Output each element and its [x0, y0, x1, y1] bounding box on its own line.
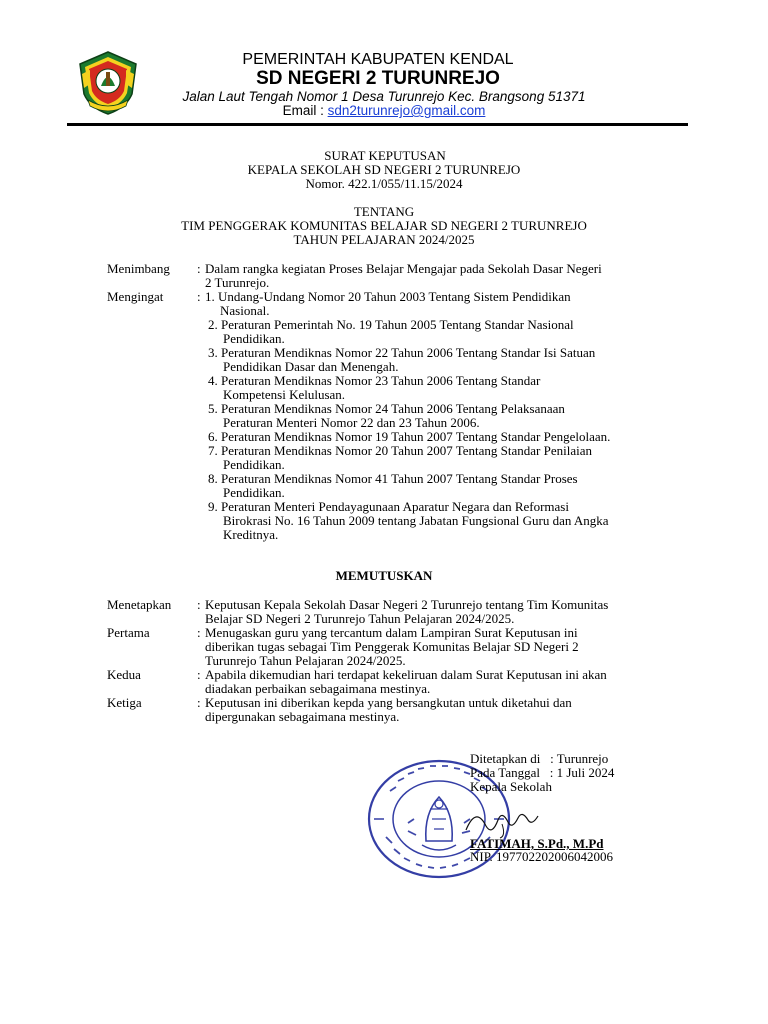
pertama-label: Pertama [107, 625, 150, 640]
kedua-text-line2: diadakan perbaikan sebagaimana mestinya. [205, 681, 431, 696]
mengingat-colon: : [197, 289, 201, 304]
mengingat-item-4: 4. Peraturan Mendiknas Nomor 23 Tahun 2006 Tentang Standar [208, 373, 541, 388]
mengingat-item-9: 9. Peraturan Menteri Pendayagunaan Aparatur Negara dan Reformasi [208, 499, 569, 514]
menimbang-text-line1: Dalam rangka kegiatan Proses Belajar Mengajar pada Sekolah Dasar Negeri [205, 261, 602, 276]
mengingat-item-3: 3. Peraturan Mendiknas Nomor 22 Tahun 2006 Tentang Standar Isi Satuan [208, 345, 596, 360]
mengingat-item-3-cont: Pendidikan Dasar dan Menengah. [223, 359, 399, 374]
mengingat-item-5: 5. Peraturan Mendiknas Nomor 24 Tahun 2006 Tentang Pelaksanaan [208, 401, 565, 416]
signature-date: Pada Tanggal : 1 Juli 2024 [470, 765, 615, 780]
mengingat-item-4-cont: Kompetensi Kelulusan. [223, 387, 346, 402]
mengingat-label: Mengingat [107, 289, 164, 304]
decree-issuer: KEPALA SEKOLAH SD NEGERI 2 TURUNREJO [247, 162, 521, 177]
pertama-text-line1: Menugaskan guru yang tercantum dalam Lampiran Surat Keputusan ini [205, 625, 578, 640]
ketiga-text-line1: Keputusan ini diberikan kepda yang bersangkutan untuk diketahui dan [205, 695, 572, 710]
mengingat-item-7-cont: Pendidikan. [223, 457, 285, 472]
mengingat-item-9-cont2: Kreditnya. [223, 527, 279, 542]
signatory-name: FATIMAH, S.Pd., M.Pd [470, 836, 604, 851]
ketiga-label: Ketiga [107, 695, 142, 710]
mengingat-item-1: 1. Undang-Undang Nomor 20 Tahun 2003 Tentang Sistem Pendidikan [205, 289, 571, 304]
menimbang-section [0, 262, 768, 290]
mengingat-item-8-cont: Pendidikan. [223, 485, 285, 500]
pertama-text-line3: Turunrejo Tahun Pelajaran 2024/2025. [205, 653, 406, 668]
tentang-heading: TENTANG [353, 204, 415, 219]
email-line [0, 103, 768, 118]
ketiga-text-line2: dipergunakan sebagaimana mestinya. [205, 709, 400, 724]
mengingat-item-1-cont: Nasional. [220, 303, 270, 318]
school-name: SD NEGERI 2 TURUNREJO [256, 68, 500, 89]
decree-subject: TIM PENGGERAK KOMUNITAS BELAJAR SD NEGERI 2 TURUNREJO [181, 218, 587, 233]
menimbang-text-line2: 2 Turunrejo. [205, 275, 270, 290]
mengingat-item-8: 8. Peraturan Mendiknas Nomor 41 Tahun 2007 Tentang Standar Proses [208, 471, 578, 486]
mengingat-item-9-cont: Birokrasi No. 16 Tahun 2009 tentang Jabatan Fungsional Guru dan Angka [223, 513, 609, 528]
school-address: Jalan Laut Tengah Nomor 1 Desa Turunrejo Kec. Brangsong 51371 [182, 89, 586, 104]
memutuskan-heading: MEMUTUSKAN [335, 568, 433, 583]
kedua-text-line1: Apabila dikemudian hari terdapat kekeliruan dalam Surat Keputusan ini akan [205, 667, 607, 682]
ketiga-section [0, 696, 768, 724]
mengingat-item-5-cont: Peraturan Menteri Nomor 22 dan 23 Tahun 2006. [223, 415, 480, 430]
signature-position: Kepala Sekolah [470, 779, 552, 794]
email-label: Email : [282, 103, 324, 118]
menimbang-label: Menimbang [107, 261, 170, 276]
menimbang-colon: : [197, 261, 201, 276]
menetapkan-text-line2: Belajar SD Negeri 2 Turunrejo Tahun Pelajaran 2024/2025. [205, 611, 515, 626]
email-link[interactable]: sdn2turunrejo@gmail.com [327, 103, 486, 118]
ketiga-colon: : [197, 695, 201, 710]
menetapkan-section [0, 598, 768, 626]
handwritten-signature [462, 800, 552, 840]
mengingat-item-2-cont: Pendidikan. [223, 331, 285, 346]
pertama-text-line2: diberikan tugas sebagai Tim Penggerak Komunitas Belajar SD Negeri 2 [205, 639, 579, 654]
signatory-nip: NIP. 197702202006042006 [470, 849, 614, 864]
pertama-colon: : [197, 625, 201, 640]
letterhead-divider [67, 123, 688, 126]
menetapkan-colon: : [197, 597, 201, 612]
mengingat-item-2: 2. Peraturan Pemerintah No. 19 Tahun 2005 Tentang Standar Nasional [208, 317, 574, 332]
decree-title: SURAT KEPUTUSAN [324, 148, 446, 163]
menetapkan-label: Menetapkan [107, 597, 172, 612]
government-name: PEMERINTAH KABUPATEN KENDAL [242, 51, 514, 68]
pertama-section [0, 626, 768, 668]
menetapkan-text-line1: Keputusan Kepala Sekolah Dasar Negeri 2 Turunrejo tentang Tim Komunitas [205, 597, 609, 612]
kedua-section [0, 668, 768, 696]
decree-subject-year: TAHUN PELAJARAN 2024/2025 [293, 232, 475, 247]
mengingat-item-6: 6. Peraturan Mendiknas Nomor 19 Tahun 2007 Tentang Standar Pengelolaan. [208, 429, 611, 444]
kedua-colon: : [197, 667, 201, 682]
decree-number: Nomor. 422.1/055/11.15/2024 [305, 176, 463, 191]
mengingat-item-7: 7. Peraturan Mendiknas Nomor 20 Tahun 2007 Tentang Standar Penilaian [208, 443, 593, 458]
signature-place: Ditetapkan di : Turunrejo [470, 751, 609, 766]
kedua-label: Kedua [107, 667, 141, 682]
mengingat-section [0, 290, 768, 550]
